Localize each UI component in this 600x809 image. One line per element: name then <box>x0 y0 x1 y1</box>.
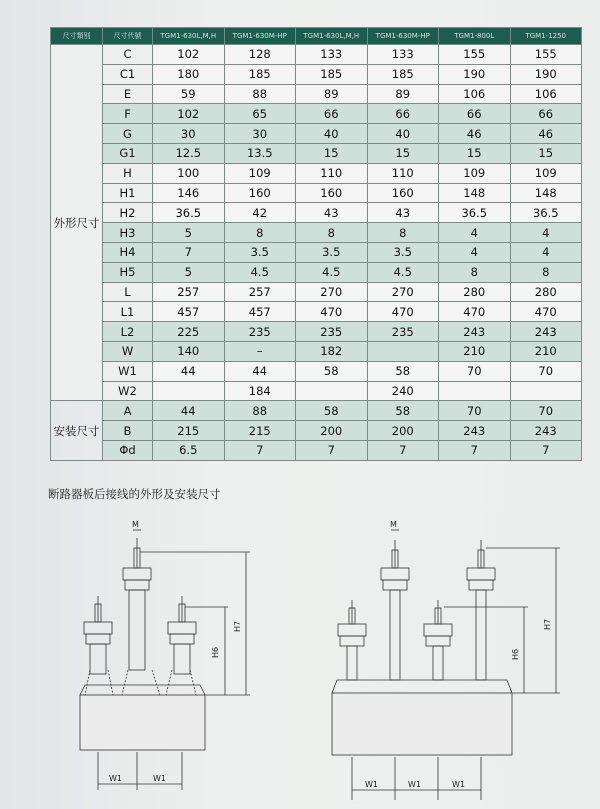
dimension-value: 66 <box>367 104 439 124</box>
right-h7-label: H7 <box>543 618 552 630</box>
dimension-value: 88 <box>224 401 296 421</box>
dimension-value: 65 <box>224 104 296 124</box>
table-row <box>51 163 582 183</box>
left-breaker-drawing <box>80 530 250 790</box>
dimension-code: B <box>103 421 153 441</box>
dimension-value: 59 <box>153 84 225 104</box>
dimension-value: 5 <box>153 262 225 282</box>
dimension-value: 3.5 <box>367 242 439 262</box>
dimension-value: 7 <box>296 440 368 460</box>
dimension-code: H5 <box>103 262 153 282</box>
dimension-value: 15 <box>439 143 511 163</box>
dimension-value: 470 <box>510 302 582 322</box>
dimension-value: 146 <box>153 183 225 203</box>
table-header-cell: TGM1-630L,M,H <box>296 28 368 45</box>
dimension-value: 43 <box>367 203 439 223</box>
dimension-value: 89 <box>296 84 368 104</box>
table-row <box>51 282 582 302</box>
table-row <box>51 223 582 243</box>
dimension-code: L <box>103 282 153 302</box>
technical-drawing <box>0 500 600 809</box>
right-h6-label: H6 <box>511 648 520 660</box>
right-w1-label-2: W1 <box>408 780 421 789</box>
dimension-value: 36.5 <box>153 203 225 223</box>
dimension-value: 270 <box>296 282 368 302</box>
dimension-value: 46 <box>439 124 511 144</box>
dimension-code: A <box>103 401 153 421</box>
table-header-cell: TGM1-1250 <box>510 28 582 45</box>
dimension-code: Φd <box>103 440 153 460</box>
left-h7-label: H7 <box>233 620 242 632</box>
dimension-value: 110 <box>296 163 368 183</box>
dimension-value: 4.5 <box>296 262 368 282</box>
dimension-value: 280 <box>439 282 511 302</box>
dimension-value: 15 <box>367 143 439 163</box>
dimension-value: 12.5 <box>153 143 225 163</box>
dimension-code: G <box>103 124 153 144</box>
dimension-value: 215 <box>224 421 296 441</box>
dimension-value: 243 <box>439 322 511 342</box>
dimension-value: 270 <box>367 282 439 302</box>
dimension-value: 210 <box>439 341 511 361</box>
dimension-value: 470 <box>296 302 368 322</box>
dimension-value: 70 <box>510 401 582 421</box>
table-row <box>51 341 582 361</box>
drawing-caption: 断路器板后接线的外形及安装尺寸 <box>48 487 221 501</box>
left-w1-label-2: W1 <box>153 774 166 783</box>
dimension-value: 140 <box>153 341 225 361</box>
table-body <box>51 45 582 461</box>
dimension-value: 160 <box>224 183 296 203</box>
table-row <box>51 64 582 84</box>
dimension-value: 470 <box>439 302 511 322</box>
dimension-value: 13.5 <box>224 143 296 163</box>
dimension-value: 44 <box>224 361 296 381</box>
dimension-value: 58 <box>367 361 439 381</box>
dimension-value: 225 <box>153 322 225 342</box>
dimension-value: 30 <box>153 124 225 144</box>
dimension-code: W2 <box>103 381 153 401</box>
dimension-code: W <box>103 341 153 361</box>
dimension-value: 5 <box>153 223 225 243</box>
dimension-value: 470 <box>367 302 439 322</box>
dimension-value: 240 <box>367 381 439 401</box>
table-header-cell: 尺寸代號 <box>103 28 153 45</box>
dimension-value: 8 <box>510 262 582 282</box>
dimension-value: 109 <box>510 163 582 183</box>
dimension-value: 7 <box>153 242 225 262</box>
dimension-code: C <box>103 45 153 65</box>
dimension-value: 100 <box>153 163 225 183</box>
table-row <box>51 124 582 144</box>
dimension-value: 185 <box>367 64 439 84</box>
dimension-value: 210 <box>510 341 582 361</box>
dimension-value: 43 <box>296 203 368 223</box>
dimension-code: H <box>103 163 153 183</box>
dimension-code: F <box>103 104 153 124</box>
dimension-value: 8 <box>439 262 511 282</box>
dimension-code: H4 <box>103 242 153 262</box>
dimension-code: H2 <box>103 203 153 223</box>
dimension-value: 133 <box>296 45 368 65</box>
dimension-value: 180 <box>153 64 225 84</box>
table-row <box>51 45 582 65</box>
dimension-value: 148 <box>439 183 511 203</box>
right-breaker-drawing <box>332 530 560 800</box>
right-w1-label-3: W1 <box>452 780 465 789</box>
dimension-value: 70 <box>439 361 511 381</box>
dimension-value: 4 <box>439 223 511 243</box>
dimension-value: – <box>224 341 296 361</box>
dimension-value: 185 <box>296 64 368 84</box>
dimension-value: 8 <box>367 223 439 243</box>
table-row <box>51 302 582 322</box>
dimension-value: 243 <box>439 421 511 441</box>
dimension-value: 457 <box>153 302 225 322</box>
table-header-cell: TGM1-630L,M,H <box>153 28 225 45</box>
dimension-value: 8 <box>224 223 296 243</box>
dimension-value: 133 <box>367 45 439 65</box>
dimension-value: 243 <box>510 322 582 342</box>
dimension-table <box>50 27 582 461</box>
left-h6-label: H6 <box>211 646 220 658</box>
dimension-value: 58 <box>296 361 368 381</box>
dimension-value: 4 <box>439 242 511 262</box>
table-row <box>51 143 582 163</box>
dimension-value: 30 <box>224 124 296 144</box>
dimension-value: 110 <box>367 163 439 183</box>
dimension-value: 42 <box>224 203 296 223</box>
dimension-value <box>153 381 225 401</box>
dimension-value: 58 <box>367 401 439 421</box>
dimension-value: 155 <box>439 45 511 65</box>
table-row <box>51 104 582 124</box>
dimension-value: 102 <box>153 104 225 124</box>
dimension-code: L1 <box>103 302 153 322</box>
dimension-value: 182 <box>296 341 368 361</box>
dimension-value: 148 <box>510 183 582 203</box>
dimension-value: 70 <box>510 361 582 381</box>
dimension-value: 36.5 <box>510 203 582 223</box>
dimension-value: 44 <box>153 401 225 421</box>
dimension-value: 200 <box>296 421 368 441</box>
dimension-value: 200 <box>367 421 439 441</box>
dimension-value: 106 <box>439 84 511 104</box>
table-row <box>51 262 582 282</box>
table-row <box>51 401 582 421</box>
right-w1-label-1: W1 <box>365 780 378 789</box>
dimension-value: 102 <box>153 45 225 65</box>
dimension-value: 235 <box>296 322 368 342</box>
table-header-cell: 尺寸類別 <box>51 28 103 45</box>
dimension-value: 44 <box>153 361 225 381</box>
dimension-value: 7 <box>510 440 582 460</box>
dimension-value: 106 <box>510 84 582 104</box>
dimension-code: G1 <box>103 143 153 163</box>
dimension-value: 190 <box>510 64 582 84</box>
left-w1-label-1: W1 <box>109 774 122 783</box>
dimension-value: 40 <box>367 124 439 144</box>
dimension-value: 70 <box>439 401 511 421</box>
table-row <box>51 242 582 262</box>
dimension-value: 4.5 <box>367 262 439 282</box>
dimension-value: 3.5 <box>224 242 296 262</box>
table-header-cell: TGM1-630M-HP <box>367 28 439 45</box>
table-header-cell: TGM1-630M-HP <box>224 28 296 45</box>
dimension-value: 4 <box>510 242 582 262</box>
dimension-value: 109 <box>439 163 511 183</box>
dimension-value: 66 <box>510 104 582 124</box>
table-row <box>51 440 582 460</box>
dimension-value: 235 <box>367 322 439 342</box>
dimension-value: 155 <box>510 45 582 65</box>
dimension-value: 160 <box>296 183 368 203</box>
dimension-value: 184 <box>224 381 296 401</box>
dimension-value: 7 <box>367 440 439 460</box>
left-m-label: M <box>132 520 139 529</box>
group-label-install: 安装尺寸 <box>51 401 103 460</box>
dimension-value: 88 <box>224 84 296 104</box>
dimension-value <box>296 381 368 401</box>
dimension-value: 6.5 <box>153 440 225 460</box>
dimension-value: 3.5 <box>296 242 368 262</box>
dimension-value: 185 <box>224 64 296 84</box>
dimension-value: 15 <box>296 143 368 163</box>
dimension-code: E <box>103 84 153 104</box>
group-label-outline: 外形尺寸 <box>51 45 103 401</box>
dimension-value: 36.5 <box>439 203 511 223</box>
dimension-value: 7 <box>224 440 296 460</box>
dimension-value: 89 <box>367 84 439 104</box>
table-row <box>51 322 582 342</box>
dimension-value: 66 <box>296 104 368 124</box>
table-row <box>51 421 582 441</box>
dimension-value: 128 <box>224 45 296 65</box>
table-row <box>51 361 582 381</box>
right-m-label: M <box>390 520 397 529</box>
dimension-value: 4 <box>510 223 582 243</box>
dimension-value: 257 <box>153 282 225 302</box>
dimension-value <box>367 341 439 361</box>
dimension-value: 190 <box>439 64 511 84</box>
table-row <box>51 203 582 223</box>
table-header-row <box>51 28 582 45</box>
dimension-code: L2 <box>103 322 153 342</box>
table-row <box>51 183 582 203</box>
dimension-value: 8 <box>296 223 368 243</box>
dimension-value: 257 <box>224 282 296 302</box>
dimension-value: 58 <box>296 401 368 421</box>
dimension-value: 15 <box>510 143 582 163</box>
dimension-value: 457 <box>224 302 296 322</box>
dimension-value: 235 <box>224 322 296 342</box>
dimension-value: 46 <box>510 124 582 144</box>
dimension-value: 40 <box>296 124 368 144</box>
dimension-code: W1 <box>103 361 153 381</box>
dimension-value: 7 <box>439 440 511 460</box>
dimension-value: 109 <box>224 163 296 183</box>
dimension-value: 215 <box>153 421 225 441</box>
table-row <box>51 381 582 401</box>
dimension-value: 160 <box>367 183 439 203</box>
table-row <box>51 84 582 104</box>
dimension-value: 280 <box>510 282 582 302</box>
dimension-value: 66 <box>439 104 511 124</box>
dimension-value <box>510 381 582 401</box>
dimension-code: C1 <box>103 64 153 84</box>
dimension-code: H3 <box>103 223 153 243</box>
table-header-cell: TGM1-800L <box>439 28 511 45</box>
dimension-value: 4.5 <box>224 262 296 282</box>
dimension-code: H1 <box>103 183 153 203</box>
dimension-value <box>439 381 511 401</box>
dimension-value: 243 <box>510 421 582 441</box>
